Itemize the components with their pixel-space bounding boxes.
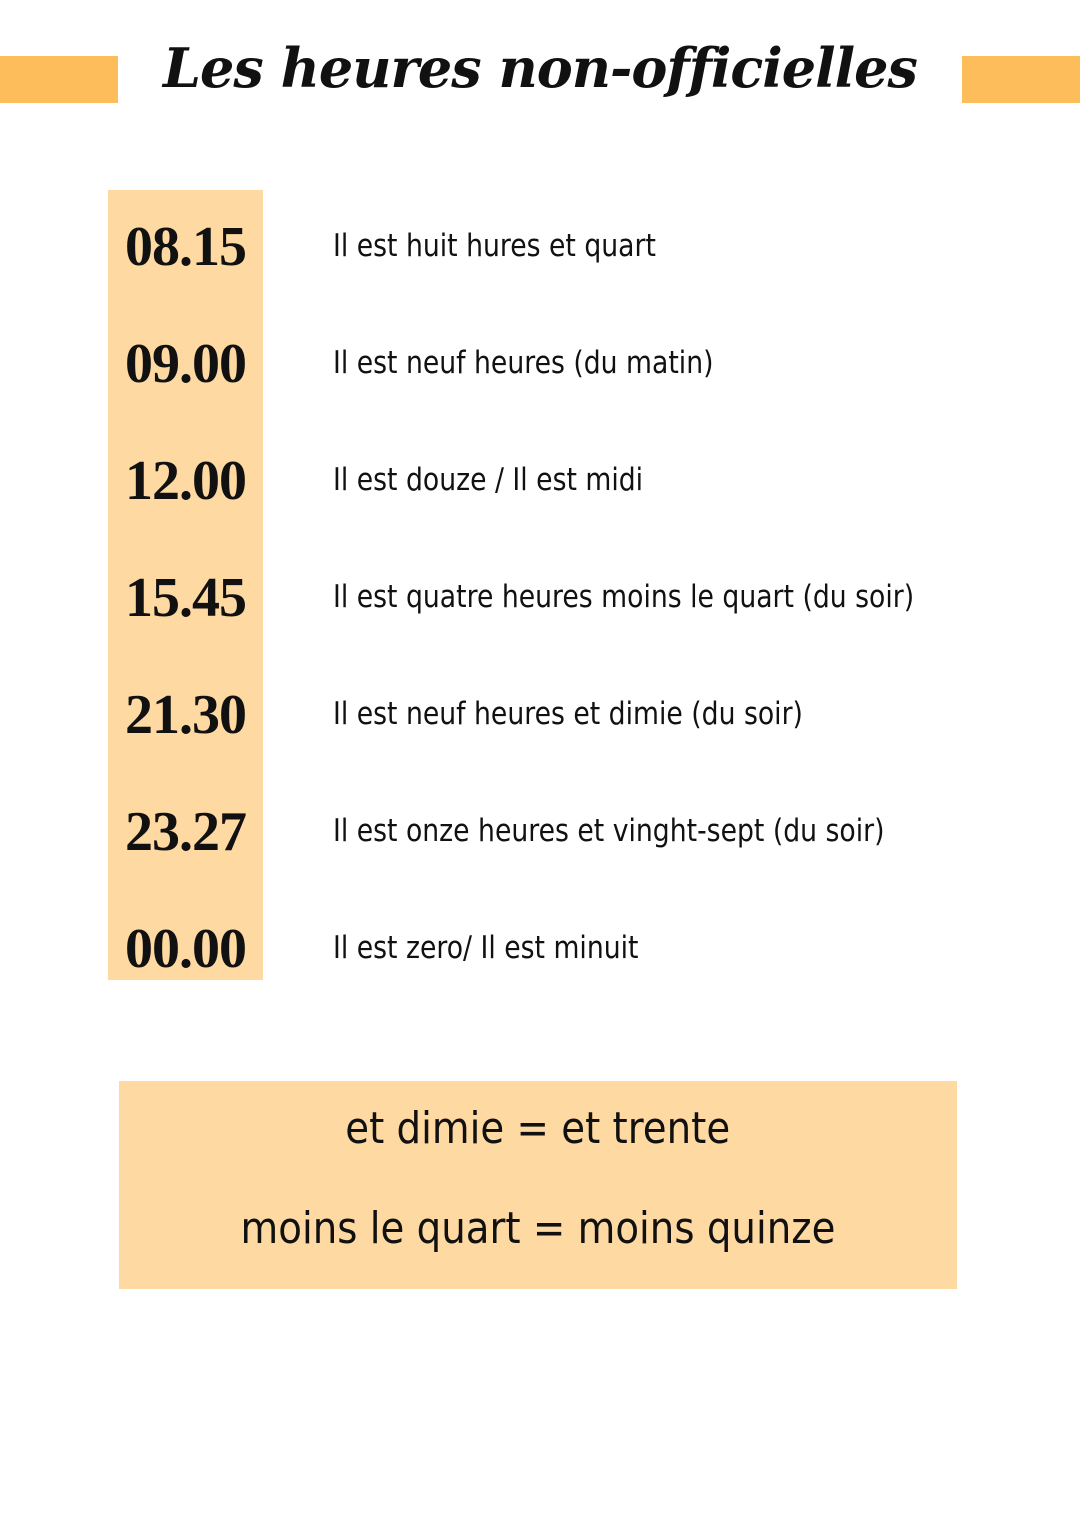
time-value: 23.27 xyxy=(125,801,246,863)
time-value: 21.30 xyxy=(125,684,246,746)
page-title: Les heures non-officielles xyxy=(163,36,917,100)
time-value: 12.00 xyxy=(125,450,246,512)
time-row xyxy=(0,424,1080,541)
time-row xyxy=(0,775,1080,892)
time-sentence: Il est onze heures et vinght-sept (du soir) xyxy=(333,813,885,849)
time-row xyxy=(0,541,1080,658)
time-sentence: Il est huit hures et quart xyxy=(333,228,656,264)
time-row xyxy=(0,658,1080,775)
time-row xyxy=(0,307,1080,424)
note-box xyxy=(119,1081,957,1289)
time-sentence: Il est neuf heures (du matin) xyxy=(333,345,714,381)
note-line-1-text: et dimie = et trente xyxy=(345,1103,731,1154)
time-sentence: Il est quatre heures moins le quart (du soir) xyxy=(333,579,915,615)
time-value: 09.00 xyxy=(125,333,246,395)
note-line-1 xyxy=(119,1103,957,1154)
time-value: 08.15 xyxy=(125,216,246,278)
time-sentence: Il est zero/ Il est minuit xyxy=(333,930,639,966)
time-sentence: Il est douze / Il est midi xyxy=(333,462,644,498)
time-row xyxy=(0,190,1080,307)
note-line-2-text: moins le quart = moins quinze xyxy=(240,1203,836,1254)
time-sentence: Il est neuf heures et dimie (du soir) xyxy=(333,696,803,732)
time-value: 00.00 xyxy=(125,918,246,980)
time-value: 15.45 xyxy=(125,567,246,629)
time-row xyxy=(0,892,1080,1009)
note-line-2 xyxy=(119,1203,957,1254)
